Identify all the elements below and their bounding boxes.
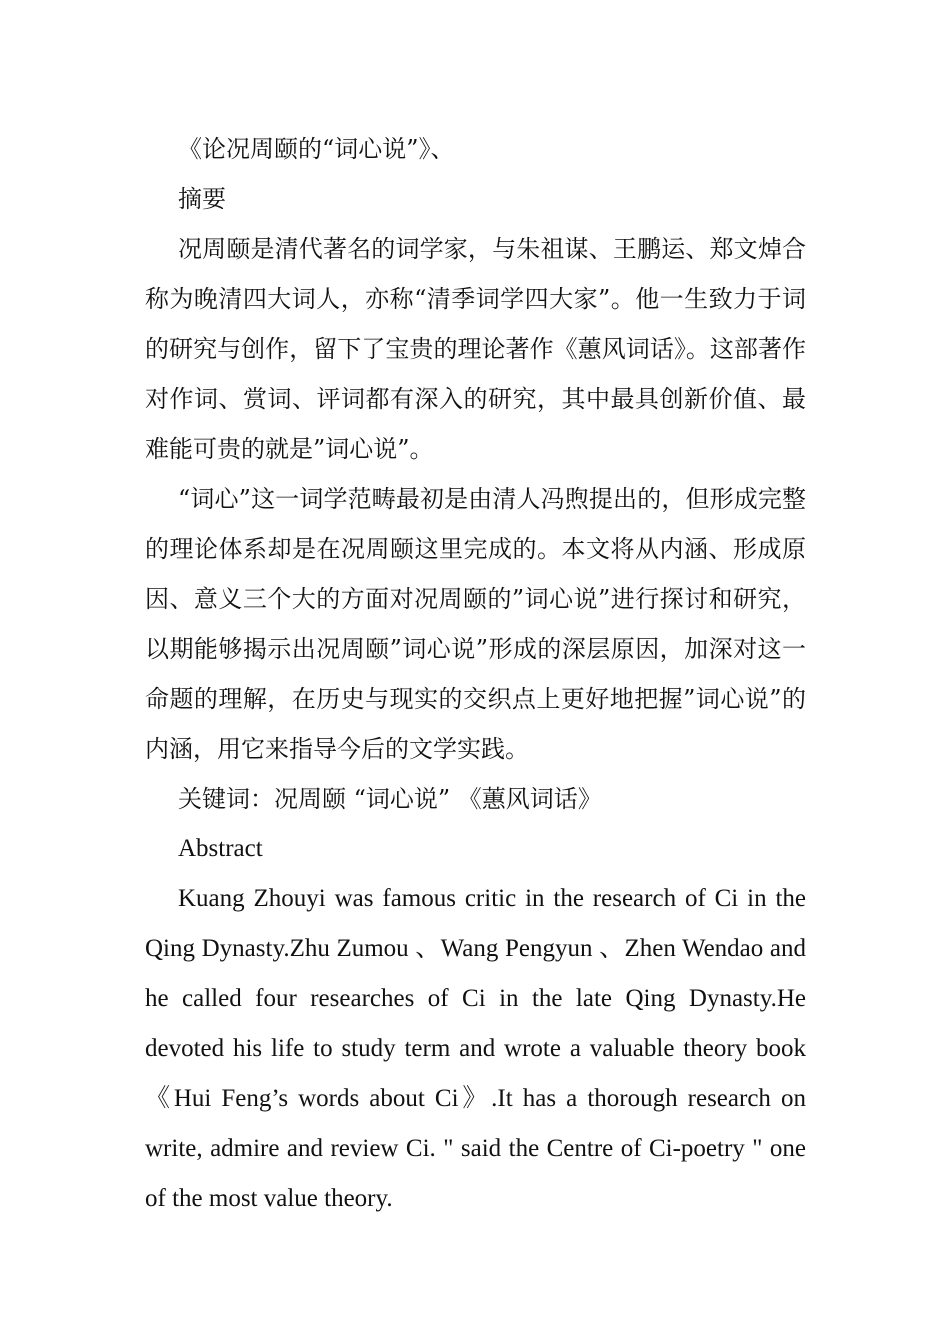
- keywords-line: 关键词：况周颐 “词心说” 《蕙风词话》: [178, 785, 602, 813]
- document-title: 《论况周颐的“词心说”》、: [178, 135, 455, 163]
- abstract-paragraph-cn-2: “词心”这一词学范畴最初是由清人冯煦提出的，但形成完整的理论体系却是在况周颐这里完成的。本文将从内涵、形成原因、意义三个大的方面对况周颐的”词心说”进行探讨和研究，以期能够揭示出况周颐”词心说”形成的深层原因，加深对这一命题的理解，在历史与现实的交织点上更好地把握”词心说”的内涵，用它来指导今后的文学实践。: [145, 485, 806, 763]
- document-body: [145, 124, 806, 1224]
- abstract-heading-cn: 摘要: [178, 185, 226, 213]
- abstract-heading-en: Abstract: [178, 835, 263, 862]
- abstract-paragraph-en: Kuang Zhouyi was famous critic in the research of Ci in the Qing Dynasty.Zhu Zumou 、Wang Pengyun 、Zhen Wendao and he called four researches of Ci in the late Qing Dynasty.He devoted his life to study term and wrote a valuable theory book 《Hui Feng’s words about Ci》.It has a thorough research on write, admire and review Ci. " said the Centre of Ci-poetry " one of the most value theory.: [145, 885, 806, 1212]
- abstract-paragraph-cn-1: 况周颐是清代著名的词学家，与朱祖谋、王鹏运、郑文焯合称为晚清四大词人，亦称“清季词学四大家”。他一生致力于词的研究与创作，留下了宝贵的理论著作《蕙风词话》。这部著作对作词、赏词、评词都有深入的研究，其中最具创新价值、最难能可贵的就是”词心说”。: [145, 235, 806, 463]
